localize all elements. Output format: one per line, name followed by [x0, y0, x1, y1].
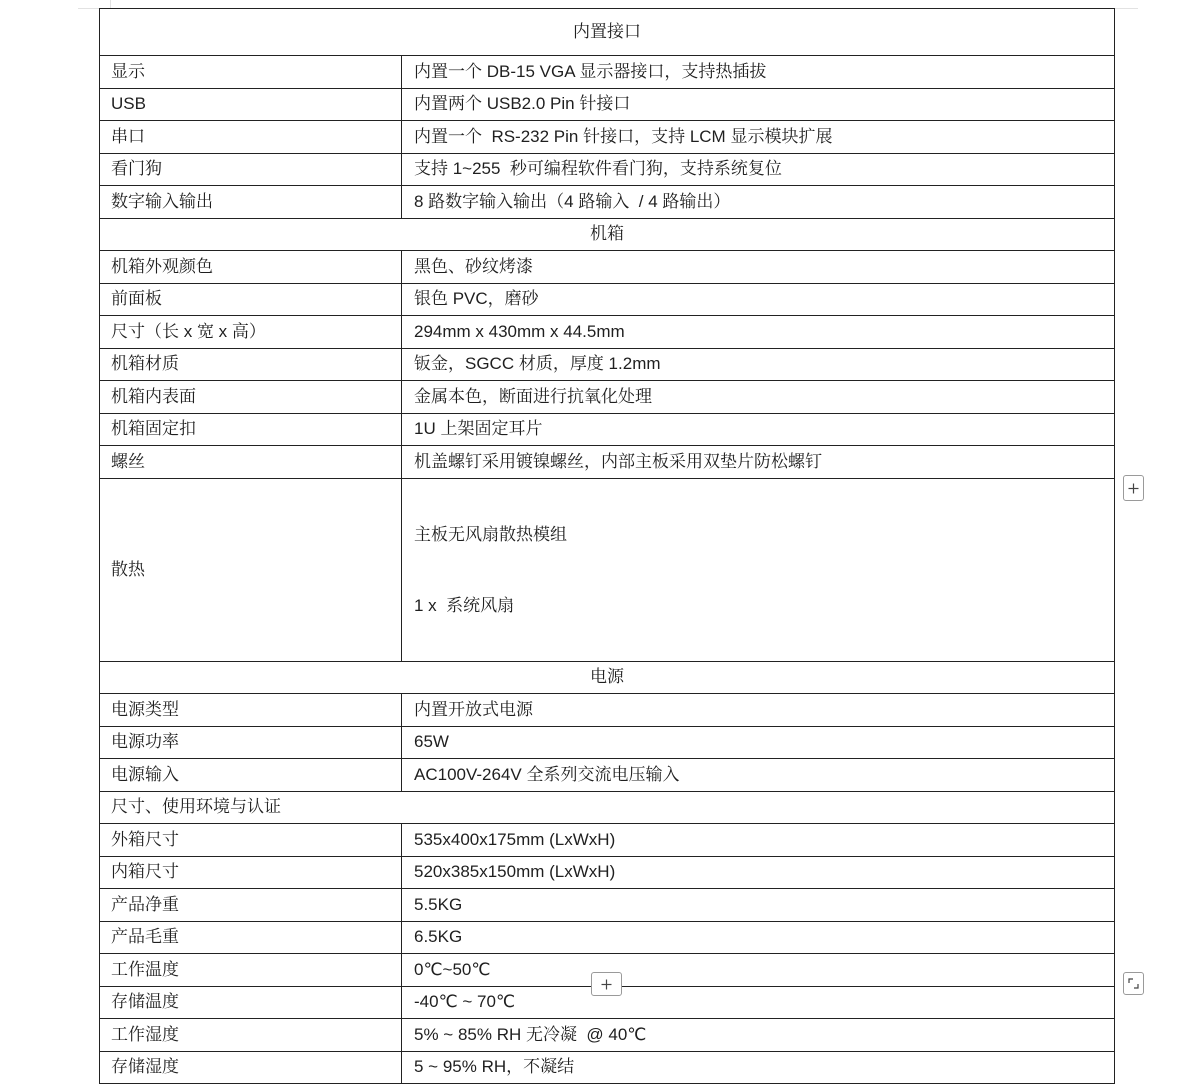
- section-title[interactable]: 电源: [100, 661, 1115, 694]
- section-header-row: [100, 661, 1115, 694]
- spec-label[interactable]: 电源功率: [100, 726, 402, 759]
- spec-label[interactable]: USB: [100, 88, 402, 121]
- section-header-row: [100, 9, 1115, 56]
- section-title[interactable]: 尺寸、使用环境与认证: [100, 791, 1115, 824]
- spec-row: [100, 88, 1115, 121]
- spec-label[interactable]: 外箱尺寸: [100, 824, 402, 857]
- spec-label[interactable]: 机箱固定扣: [100, 413, 402, 446]
- section-title[interactable]: 机箱: [100, 218, 1115, 251]
- spec-row: [100, 381, 1115, 414]
- spec-value[interactable]: 内置两个 USB2.0 Pin 针接口: [402, 88, 1115, 121]
- spec-label[interactable]: 显示: [100, 56, 402, 89]
- spec-value[interactable]: AC100V-264V 全系列交流电压输入: [402, 759, 1115, 792]
- spec-value[interactable]: 黑色、砂纹烤漆: [402, 251, 1115, 284]
- spec-value[interactable]: -40℃ ~ 70℃: [402, 986, 1115, 1019]
- section-header-row: [100, 218, 1115, 251]
- spec-row: [100, 856, 1115, 889]
- spec-value[interactable]: 294mm x 430mm x 44.5mm: [402, 316, 1115, 349]
- spec-row: [100, 186, 1115, 219]
- spec-label[interactable]: 看门狗: [100, 153, 402, 186]
- spec-value[interactable]: 535x400x175mm (LxWxH): [402, 824, 1115, 857]
- resize-corner-icon: [1128, 978, 1139, 989]
- spec-row: [100, 121, 1115, 154]
- spec-row: [100, 1051, 1115, 1084]
- spec-label[interactable]: 存储湿度: [100, 1051, 402, 1084]
- spec-value[interactable]: 65W: [402, 726, 1115, 759]
- page-margin-guide-tick: [110, 0, 111, 8]
- spec-row: [100, 694, 1115, 727]
- spec-value[interactable]: 8 路数字输入输出（4 路输入 / 4 路输出）: [402, 186, 1115, 219]
- spec-value[interactable]: 5% ~ 85% RH 无冷凝 @ 40℃: [402, 1019, 1115, 1052]
- spec-value-multiline[interactable]: [402, 478, 1115, 661]
- spec-row: [100, 759, 1115, 792]
- spec-value[interactable]: 银色 PVC，磨砂: [402, 283, 1115, 316]
- spec-label[interactable]: 机箱内表面: [100, 381, 402, 414]
- spec-row: [100, 446, 1115, 479]
- spec-label[interactable]: 机箱外观颜色: [100, 251, 402, 284]
- spec-row: [100, 251, 1115, 284]
- spec-row: [100, 889, 1115, 922]
- spec-label[interactable]: 工作湿度: [100, 1019, 402, 1052]
- spec-value[interactable]: 0℃~50℃: [402, 954, 1115, 987]
- spec-label[interactable]: 产品毛重: [100, 921, 402, 954]
- spec-row: [100, 824, 1115, 857]
- spec-value-line: 主板无风扇散热模组: [414, 524, 567, 544]
- spec-row: [100, 283, 1115, 316]
- add-column-button[interactable]: [1123, 475, 1144, 501]
- spec-value[interactable]: 5 ~ 95% RH，不凝结: [402, 1051, 1115, 1084]
- spec-label[interactable]: 内箱尺寸: [100, 856, 402, 889]
- spec-value[interactable]: 钣金，SGCC 材质，厚度 1.2mm: [402, 348, 1115, 381]
- spec-label[interactable]: 数字输入输出: [100, 186, 402, 219]
- spec-value[interactable]: 金属本色，断面进行抗氧化处理: [402, 381, 1115, 414]
- spec-label[interactable]: 尺寸（长 x 宽 x 高）: [100, 316, 402, 349]
- spec-row: [100, 921, 1115, 954]
- spec-label[interactable]: 产品净重: [100, 889, 402, 922]
- section-header-row: [100, 791, 1115, 824]
- spec-value[interactable]: 内置开放式电源: [402, 694, 1115, 727]
- spec-value-line: 1 x 系统风扇: [414, 595, 515, 615]
- spec-label[interactable]: 存储温度: [100, 986, 402, 1019]
- spec-row: [100, 56, 1115, 89]
- spec-row: [100, 413, 1115, 446]
- spec-value[interactable]: 6.5KG: [402, 921, 1115, 954]
- plus-icon: [1128, 483, 1139, 494]
- spec-label[interactable]: 工作温度: [100, 954, 402, 987]
- spec-label[interactable]: 串口: [100, 121, 402, 154]
- spec-label[interactable]: 螺丝: [100, 446, 402, 479]
- add-row-button[interactable]: [591, 972, 622, 996]
- spec-row: [100, 1019, 1115, 1052]
- table-resize-handle[interactable]: [1123, 972, 1144, 995]
- spec-label[interactable]: 电源类型: [100, 694, 402, 727]
- spec-row: [100, 348, 1115, 381]
- spec-row: [100, 316, 1115, 349]
- section-title[interactable]: 内置接口: [100, 9, 1115, 56]
- spec-row: [100, 153, 1115, 186]
- spec-value[interactable]: 1U 上架固定耳片: [402, 413, 1115, 446]
- spec-row: [100, 726, 1115, 759]
- spec-label[interactable]: 散热: [100, 478, 402, 661]
- spec-value[interactable]: 支持 1~255 秒可编程软件看门狗，支持系统复位: [402, 153, 1115, 186]
- spec-value[interactable]: 内置一个 DB-15 VGA 显示器接口，支持热插拔: [402, 56, 1115, 89]
- spec-value[interactable]: 机盖螺钉采用镀镍螺丝，内部主板采用双垫片防松螺钉: [402, 446, 1115, 479]
- spec-value[interactable]: 内置一个 RS-232 Pin 针接口，支持 LCM 显示模块扩展: [402, 121, 1115, 154]
- spec-table: [99, 8, 1115, 1084]
- plus-icon: [601, 979, 612, 990]
- spec-label[interactable]: 电源输入: [100, 759, 402, 792]
- spec-label[interactable]: 前面板: [100, 283, 402, 316]
- spec-row: [100, 478, 1115, 661]
- spec-label[interactable]: 机箱材质: [100, 348, 402, 381]
- spec-value[interactable]: 5.5KG: [402, 889, 1115, 922]
- spec-value[interactable]: 520x385x150mm (LxWxH): [402, 856, 1115, 889]
